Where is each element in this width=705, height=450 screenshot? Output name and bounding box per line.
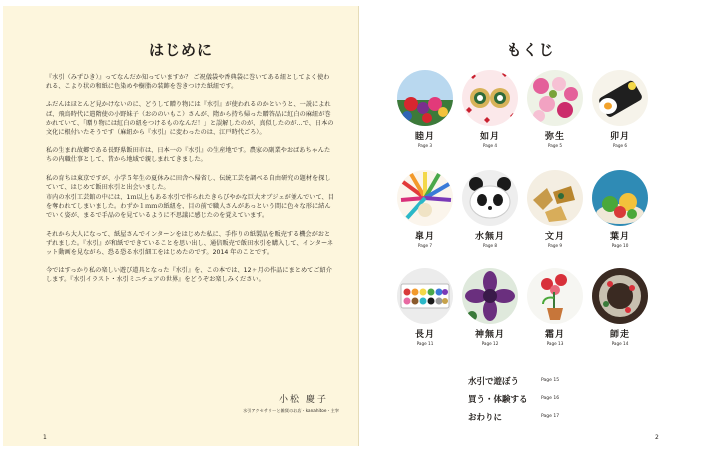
author-name: 小松 慶子 (279, 395, 328, 405)
purple-flower-photo-icon (462, 268, 518, 324)
wreath-photo-icon (592, 268, 648, 324)
color-palette-photo-icon (397, 170, 453, 226)
intro-paragraph: ふだんはほとんど見かけないのに、どうして贈り物には『水引』が使われるのかというと、一説によれば、飛鳥時代に遣隋使の小野妹子（おののいもこ）さんが、隋から持ち帰った贈答品に紅白の麻紐が巻かれていて、「贈り物には紅白の紐をつけるものなんだ！」と誤解したのが、真似したのが…で、日本の文化に根付いたそうです（麻紐から『水引』に変わったのは、江戸時代ごろ）。 (46, 101, 334, 137)
month-name: 皐月 (414, 232, 435, 242)
month-name: 弥生 (544, 132, 565, 142)
month-name: 卯月 (609, 132, 630, 142)
intro-paragraph: 私の生まれ故郷である長野県飯田市は、日本一の『水引』の生産地です。農家の副業やおばあちゃんたちの内職仕事として、昔から地域で親しまれてきました。 (46, 147, 331, 164)
month-name: 睦月 (414, 132, 435, 142)
intro-paragraph: 今ではすっかり私の楽しい遊び道具となった『水引』を、この本では、12ヶ月の作品にまとめてご紹介します。『水引イラスト・水引ミニチュアの世界』をどうぞお楽しみください。 (46, 267, 332, 284)
month-name: 文月 (544, 232, 565, 242)
toc-item-minazuki[interactable] (455, 170, 525, 248)
sushi-roll-photo-icon (592, 70, 648, 126)
panda-photo-icon (462, 170, 518, 226)
toc-item-buy[interactable]: 買う・体験する (468, 395, 528, 405)
month-page: Page 5 (547, 143, 563, 148)
month-name: 如月 (479, 132, 500, 142)
month-page: Page 13 (546, 341, 564, 346)
author-affiliation: 水引アクセサリーと雑貨のお店・kanahitoe・主宰 (243, 408, 339, 413)
month-page: Page 9 (547, 243, 563, 248)
toc-item-satsuki[interactable] (390, 170, 460, 248)
month-name: 葉月 (609, 232, 630, 242)
toc-item-play[interactable]: 水引で遊ぼう (468, 377, 520, 387)
contents-title: もくじ (506, 41, 555, 59)
coin-cats-photo-icon (462, 70, 518, 126)
red-flower-pot-photo-icon (527, 268, 583, 324)
month-page: Page 4 (482, 143, 498, 148)
page-number: 1 (43, 434, 47, 441)
page-contents (359, 6, 702, 446)
fruit-cakes-photo-icon (592, 170, 648, 226)
month-name: 長月 (414, 330, 435, 340)
month-name: 神無月 (474, 330, 505, 340)
toc-item-nagatsuki[interactable] (390, 268, 460, 346)
intro-paragraph: 市内の水引工芸館の中には、1ｍ以上もある水引で作られたきらびやかな巨大オブジェが並んでいて、目を奪われてしまいました。わずか１ｍｍの紙紐を、目の前で職人さんがあっという間に色々な形に結んでいく姿が、まるで手品のを見ているように不思議に感じたのを覚えています。 (46, 194, 334, 220)
month-page: Page 6 (612, 143, 628, 148)
intro-paragraph: 『水引（みずひき）』ってなんだか知っていますか？ ご祝儀袋や香典袋に巻いてある紐としてよく使われる、こより状の和紙に色染めや樹脂の装飾を巻きつけた紙紐です。 (46, 74, 330, 91)
month-page: Page 10 (611, 243, 629, 248)
toc-item-hazuki[interactable] (585, 170, 655, 248)
toc-item-yayoi[interactable] (520, 70, 590, 148)
month-page: Page 11 (416, 341, 434, 346)
toc-item-kisaragi[interactable] (455, 70, 525, 148)
toc-item-shimotsuki[interactable] (520, 268, 590, 346)
toc-item-mutsuki[interactable] (390, 70, 460, 148)
intro-paragraph: 私の育ちは東京ですが、小学５年生の夏休みに田舎へ帰省し、伝統工芸を調べる自由研究の題材を探していて、はじめて飯田水引と出会いました。 (46, 174, 331, 191)
intro-title: はじめに (148, 41, 213, 59)
toc-item-afterword[interactable]: おわりに (468, 413, 503, 423)
intro-body (46, 73, 335, 294)
toc-item-uzuki[interactable] (585, 70, 655, 148)
toc-item-fumizuki[interactable] (520, 170, 590, 248)
toc-item-kannazuki[interactable] (455, 268, 525, 346)
toc-page-play: Page 15 (541, 378, 560, 383)
intro-paragraph: それから大人になって、紙屋さんでインターンをはじめた私に、手作りの紙製品を販売する機会がおとずれました。『水引』が和紙でできていることを思い出し、通信販売で飯田水引を購入して、インターネット動画を見ながら、恐る恐る水引細工をはじめたのです。2014 年のことです。 (46, 230, 334, 257)
month-page: Page 3 (417, 143, 433, 148)
page-number: 2 (655, 434, 659, 441)
month-name: 師走 (609, 330, 630, 340)
month-page: Page 8 (482, 243, 498, 248)
page-introduction (3, 6, 359, 446)
month-name: 水無月 (474, 232, 505, 242)
month-name: 霜月 (544, 330, 565, 340)
flower-garden-photo-icon (397, 70, 453, 126)
month-page: Page 14 (611, 341, 629, 346)
toc-page-afterword: Page 17 (541, 414, 560, 419)
toc-page-buy: Page 16 (541, 396, 560, 401)
toc-item-shiwasu[interactable] (585, 268, 655, 346)
month-page: Page 12 (481, 341, 499, 346)
rice-crackers-photo-icon (527, 170, 583, 226)
month-page: Page 7 (417, 243, 433, 248)
paint-box-photo-icon (397, 268, 453, 324)
pink-flowers-photo-icon (527, 70, 583, 126)
